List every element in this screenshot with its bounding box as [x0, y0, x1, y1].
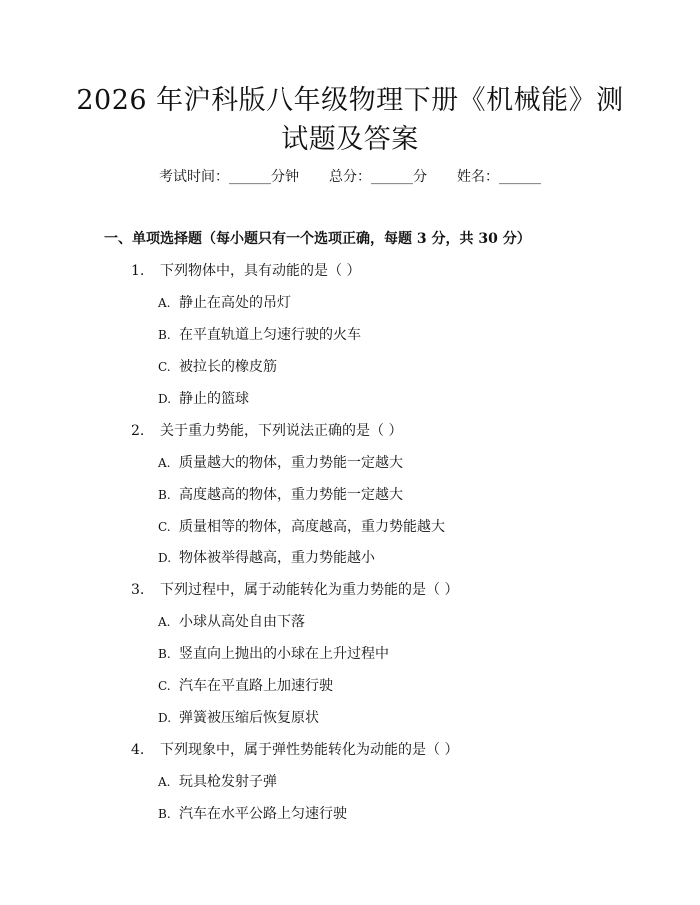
option-text: 物体被举得越高，重力势能越小 [179, 550, 375, 566]
option-text: 质量相等的物体，高度越高，重力势能越大 [179, 519, 445, 535]
option-letter: B. [158, 647, 171, 661]
option-letter: C. [158, 679, 171, 693]
question-number: 1. [131, 263, 145, 279]
exam-info-line [0, 167, 700, 187]
question-stem: 关于重力势能，下列说法正确的是（ ） [160, 423, 403, 439]
section-heading: 一、单项选择题（每小题只有一个选项正确，每题 3 分，共 30 分） [104, 231, 531, 247]
student-name-field: 姓名：______ [457, 169, 541, 185]
option-text: 玩具枪发射子弹 [179, 774, 277, 790]
option-text: 汽车在水平公路上匀速行驶 [179, 806, 347, 822]
option-letter: C. [158, 520, 171, 534]
option-letter: A. [158, 296, 171, 310]
option-text: 静止在高处的吊灯 [179, 295, 291, 311]
option-text: 小球从高处自由下落 [179, 614, 305, 630]
option-letter: A. [158, 615, 171, 629]
option-text: 静止的篮球 [179, 391, 249, 407]
option-letter: D. [158, 711, 172, 725]
option-letter: D. [158, 392, 172, 406]
question-number: 3. [131, 582, 145, 598]
question-stem: 下列物体中，具有动能的是（ ） [160, 263, 361, 279]
option-text: 被拉长的橡皮筋 [179, 359, 277, 375]
question-stem: 下列现象中，属于弹性势能转化为动能的是（ ） [160, 742, 459, 758]
option-letter: B. [158, 328, 171, 342]
exam-time-field: 考试时间：______分钟 [159, 169, 299, 185]
question-stem: 下列过程中，属于动能转化为重力势能的是（ ） [160, 582, 459, 598]
option-letter: C. [158, 360, 171, 374]
option-text: 质量越大的物体，重力势能一定越大 [179, 455, 403, 471]
option-letter: D. [158, 551, 172, 565]
option-text: 汽车在平直路上加速行驶 [179, 678, 333, 694]
option-text: 竖直向上抛出的小球在上升过程中 [179, 646, 389, 662]
document-title-line-2: 试题及答案 [281, 124, 419, 155]
option-letter: A. [158, 775, 171, 789]
question-number: 2. [131, 423, 145, 439]
document-title-line-1: 2026 年沪科版八年级物理下册《机械能》测 [76, 85, 624, 116]
option-letter: B. [158, 807, 171, 821]
question-number: 4. [131, 742, 145, 758]
total-score-field: 总分：______分 [329, 169, 427, 185]
option-text: 弹簧被压缩后恢复原状 [179, 710, 319, 726]
option-letter: B. [158, 488, 171, 502]
option-text: 在平直轨道上匀速行驶的火车 [179, 327, 361, 343]
option-letter: A. [158, 456, 171, 470]
option-text: 高度越高的物体，重力势能一定越大 [179, 487, 403, 503]
